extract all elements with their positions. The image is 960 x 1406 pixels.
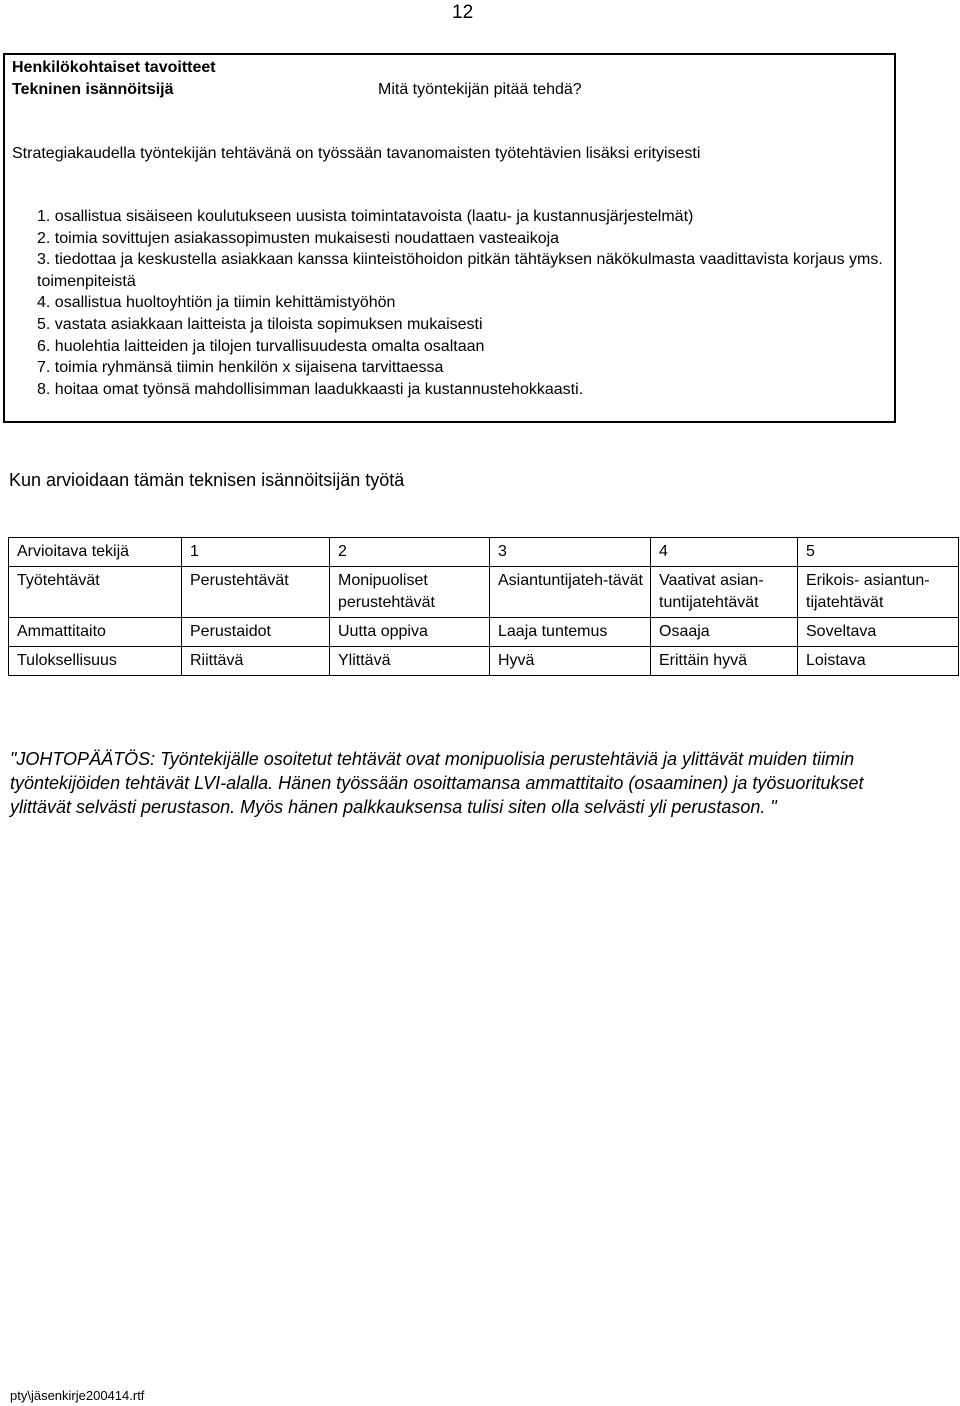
footer-filename: pty\jäsenkirje200414.rtf bbox=[10, 1388, 145, 1403]
table-cell: Monipuoliset perustehtävät bbox=[330, 567, 490, 618]
conclusion-text: "JOHTOPÄÄTÖS: Työntekijälle osoitetut tehtävät ovat monipuolisia perustehtäviä ja ylittävät muiden tiimin työntekijöiden tehtävät LVI-alalla. Hänen työssään osoittamansa ammattitaito (osaaminen) ja työsuoritukset ylittävät selvästi perustason. Myös hänen palkkauksensa tulisi siten olla selvästi yli perustason. " bbox=[10, 749, 864, 817]
table-row bbox=[9, 567, 959, 618]
task-item: 1. osallistua sisäiseen koulutukseen uusista toimintatavoista (laatu- ja kustannusjärjestelmät) bbox=[37, 208, 694, 225]
task-item: 8. hoitaa omat työnsä mahdollisimman laadukkaasti ja kustannustehokkaasti. bbox=[37, 380, 584, 398]
table-cell: 1 bbox=[182, 538, 330, 567]
task-item: 5. vastata asiakkaan laitteista ja tiloista sopimuksen mukaisesti bbox=[37, 315, 483, 333]
evaluation-grid bbox=[8, 537, 959, 676]
goals-title: Henkilökohtaiset tavoitteet bbox=[12, 59, 216, 76]
table-cell: Työtehtävät bbox=[9, 567, 182, 618]
table-cell: 5 bbox=[798, 538, 959, 567]
table-cell: Hyvä bbox=[490, 647, 651, 676]
table-cell: Perustaidot bbox=[182, 618, 330, 647]
table-cell: 4 bbox=[651, 538, 798, 567]
table-cell: Laaja tuntemus bbox=[490, 618, 651, 647]
table-cell: Uutta oppiva bbox=[330, 618, 490, 647]
job-title: Tekninen isännöitsijä bbox=[12, 81, 174, 98]
table-cell: Perustehtävät bbox=[182, 567, 330, 618]
table-cell: Ylittävä bbox=[330, 647, 490, 676]
evaluation-heading: Kun arvioidaan tämän teknisen isännöitsijän työtä bbox=[9, 470, 405, 490]
table-row bbox=[9, 618, 959, 647]
table-cell: Erikois- asiantun-tijatehtävät bbox=[798, 567, 959, 618]
goals-question: Mitä työntekijän pitää tehdä? bbox=[378, 81, 582, 98]
task-item: 2. toimia sovittujen asiakassopimusten mukaisesti noudattaen vasteaikoja bbox=[37, 229, 560, 247]
table-row bbox=[9, 538, 959, 567]
table-cell: Loistava bbox=[798, 647, 959, 676]
table-row bbox=[9, 647, 959, 676]
table-cell: Vaativat asian-tuntijatehtävät bbox=[651, 567, 798, 618]
table-cell: Osaaja bbox=[651, 618, 798, 647]
table-cell: 3 bbox=[490, 538, 651, 567]
personal-goals-box bbox=[3, 53, 896, 423]
table-cell: Asiantuntijateh-tävät bbox=[490, 567, 651, 618]
task-item: 6. huolehtia laitteiden ja tilojen turvallisuudesta omalta osaltaan bbox=[37, 337, 485, 355]
table-cell: Riittävä bbox=[182, 647, 330, 676]
task-item: 3. tiedottaa ja keskustella asiakkaan kanssa kiinteistöhoidon pitkän tähtäyksen näkökulmasta vaadittavista korjaus yms. toimenpiteistä bbox=[37, 251, 883, 290]
table-cell: Erittäin hyvä bbox=[651, 647, 798, 676]
table-cell: Ammattitaito bbox=[9, 618, 182, 647]
table-cell: Tuloksellisuus bbox=[9, 647, 182, 676]
table-cell: Arvioitava tekijä bbox=[9, 538, 182, 567]
task-item: 4. osallistua huoltoyhtiön ja tiimin kehittämistyöhön bbox=[37, 294, 396, 312]
table-cell: Soveltava bbox=[798, 618, 959, 647]
goals-intro: Strategiakaudella työntekijän tehtävänä on työssään tavanomaisten työtehtävien lisäksi erityisesti bbox=[12, 145, 701, 162]
table-cell: 2 bbox=[330, 538, 490, 567]
task-item: 7. toimia ryhmänsä tiimin henkilön x sijaisena tarvittaessa bbox=[37, 359, 444, 377]
task-list bbox=[37, 206, 887, 400]
page-number: 12 bbox=[452, 2, 474, 23]
